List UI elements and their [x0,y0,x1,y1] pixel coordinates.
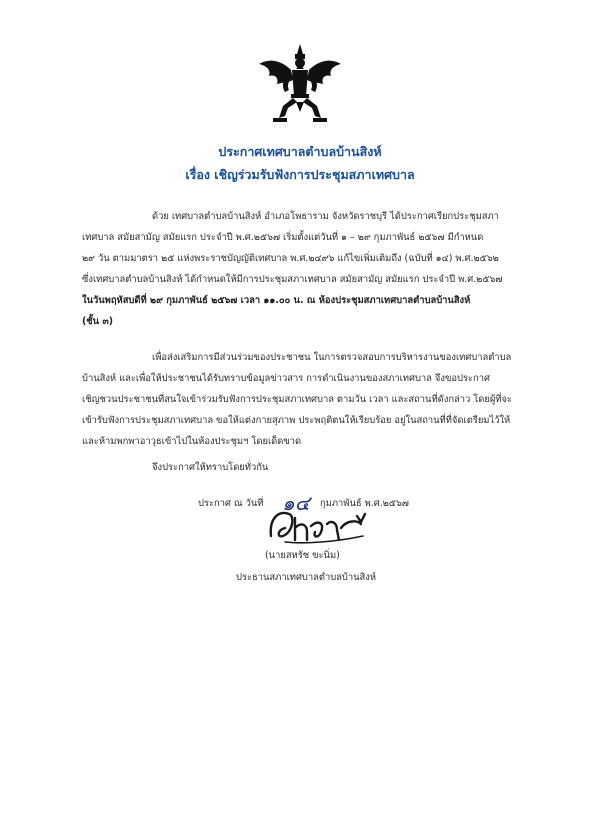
para1-line-3: ๒๙ วัน ตามมาตรา ๒๕ แห่งพระราชบัญญัติเทศบาล พ.ศ.๒๔๙๖ แก้ไขเพิ่มเติมถึง (ฉบับที่ ๑๔) พ.ศ.๒๕๖๒ [82,253,499,264]
announce-day: ๑๔ [282,491,310,515]
announce-prefix: ประกาศ ณ วันที่ [198,498,264,509]
closing-line: จึงประกาศให้ทราบโดยทั่วกัน [152,462,269,473]
meeting-datetime-line: ในวันพฤหัสบดีที่ ๒๙ กุมภาพันธ์ ๒๕๖๗ เวลา ๑๑.๐๐ น. ณ ห้องประชุมสภาเทศบาลตำบลบ้านสิงห์ [82,295,471,306]
document-subject: เรื่อง เชิญร่วมรับฟังการประชุมสภาเทศบาล [185,167,415,182]
para2-line-2: บ้านสิงห์ และเพื่อให้ประชาชนได้รับทราบข้อมูลข่าวสาร การดำเนินงานของสภาเทศบาล จึงขอประกาศ [82,373,490,384]
para1-line-2: เทศบาล สมัยสามัญ สมัยแรก ประจำปี พ.ศ.๒๕๖๗ เริ่มตั้งแต่วันที่ ๑ – ๒๙ กุมภาพันธ์ ๒๕๖๗ มีกำหนด [82,232,484,243]
para1-line-1: ด้วย เทศบาลตำบลบ้านสิงห์ อำเภอโพธาราม จังหวัดราชบุรี ได้ประกาศเรียกประชุมสภา [152,211,499,222]
handwritten-signature [265,506,375,548]
document-title: ประกาศเทศบาลตำบลบ้านสิงห์ [218,144,382,159]
garuda-emblem-icon [257,42,343,124]
para2-line-1: เพื่อส่งเสริมการมีส่วนร่วมของประชาชน ในการตรวจสอบการบริหารงานของเทศบาลตำบล [152,352,512,363]
para2-line-4: เข้ารับฟังการประชุมสภาเทศบาล ขอให้แต่งกายสุภาพ ประพฤติตนให้เรียบร้อย อยู่ในสถานที่ที่จัดเตรียมไว้ให้ [82,415,511,426]
para2-line-3: เชิญชวนประชาชนที่สนใจเข้าร่วมรับฟังการประชุมสภาเทศบาล ตามวัน เวลา และสถานที่ดังกล่าว โดยผู้ที่จะ [82,394,513,405]
signatory-name: (นายสหรัช ขะนิ่ม) [265,550,340,561]
announce-suffix: กุมภาพันธ์ พ.ศ.๒๕๖๗ [320,498,409,509]
signatory-position: ประธานสภาเทศบาลตำบลบ้านสิงห์ [236,572,377,583]
para2-line-5: และห้ามพกพาอาวุธเข้าไปในห้องประชุมฯ โดยเด็ดขาด [82,436,302,447]
para1-line-4: ซึ่งเทศบาลตำบลบ้านสิงห์ ได้กำหนดให้มีการประชุมสภาเทศบาล สมัยสามัญ สมัยแรก ประจำปี พ.ศ.๒๕๖๗ [82,274,503,285]
meeting-floor-line: (ชั้น ๓) [82,316,114,327]
